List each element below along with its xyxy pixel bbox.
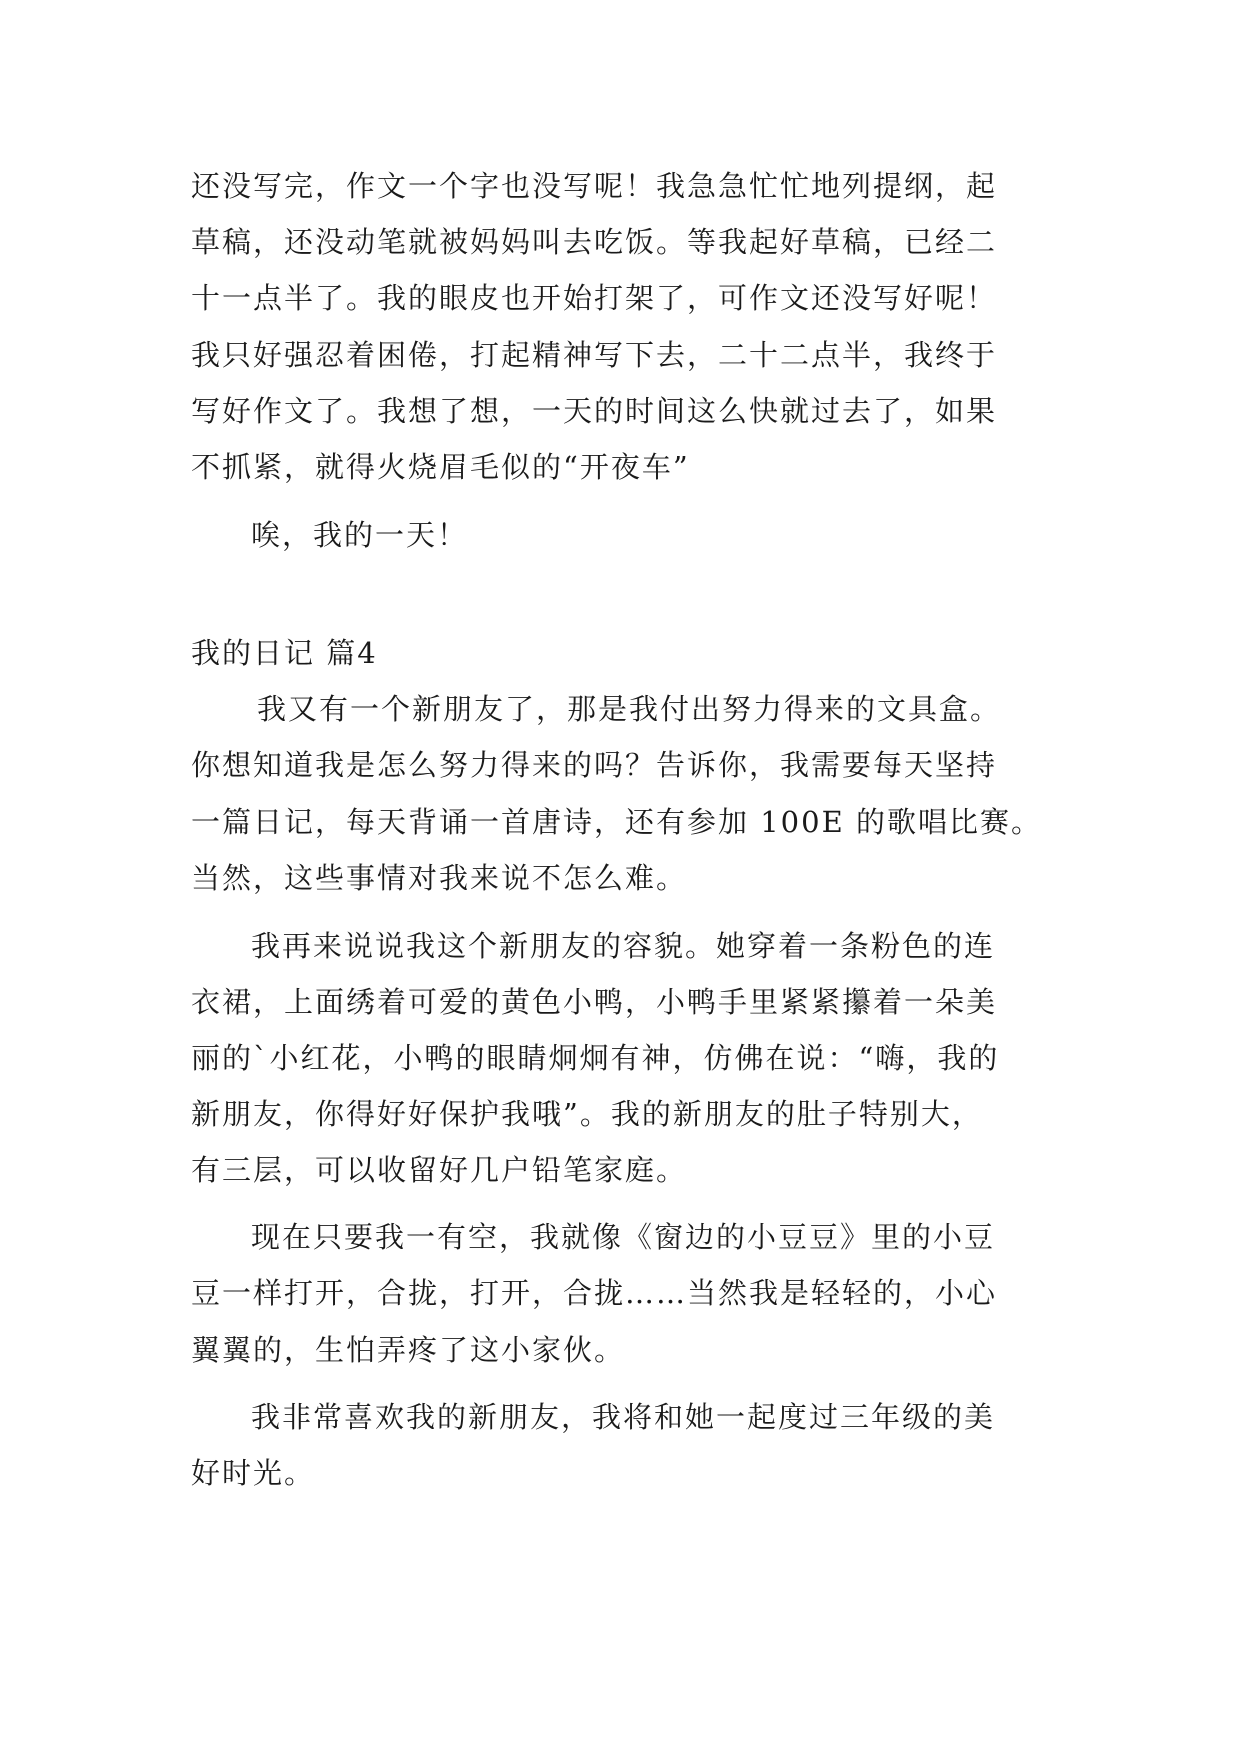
text-line: 当然，这些事情对我来说不怎么难。 <box>191 861 688 895</box>
text-line: 十一点半了。我的眼皮也开始打架了，可作文还没写好呢！ <box>191 281 998 315</box>
text-line: 豆一样打开，合拢，打开，合拢……当然我是轻轻的，小心 <box>191 1276 998 1310</box>
text-line: 好时光。 <box>191 1456 316 1490</box>
text-line: 草稿，还没动笔就被妈妈叫去吃饭。等我起好草稿，已经二 <box>191 225 998 259</box>
text-line: 写好作文了。我想了想，一天的时间这么快就过去了，如果 <box>191 394 998 428</box>
text-line: 我又有一个新朋友了，那是我付出努力得来的文具盒。 <box>257 692 1002 726</box>
text-line: 丽的`小红花，小鸭的眼睛炯炯有神，仿佛在说：“嗨，我的 <box>191 1041 1000 1075</box>
text-line: 我再来说说我这个新朋友的容貌。她穿着一条粉色的连 <box>251 929 996 963</box>
text-line: 现在只要我一有空，我就像《窗边的小豆豆》里的小豆 <box>251 1220 996 1254</box>
text-line: 我非常喜欢我的新朋友，我将和她一起度过三年级的美 <box>251 1400 996 1434</box>
text-line: 有三层，可以收留好几户铅笔家庭。 <box>191 1153 688 1187</box>
text-line: 衣裙，上面绣着可爱的黄色小鸭，小鸭手里紧紧攥着一朵美 <box>191 985 998 1019</box>
section-heading: 我的日记 篇4 <box>191 636 378 670</box>
text-line: 还没写完，作文一个字也没写呢！我急急忙忙地列提纲，起 <box>191 169 998 203</box>
text-line: 翼翼的，生怕弄疼了这小家伙。 <box>191 1333 626 1367</box>
text-line: 一篇日记，每天背诵一首唐诗，还有参加 100E 的歌唱比赛。 <box>191 805 1042 839</box>
text-line: 你想知道我是怎么努力得来的吗？告诉你，我需要每天坚持 <box>191 748 998 782</box>
text-line: 不抓紧，就得火烧眉毛似的“开夜车” <box>191 450 690 484</box>
text-line: 我只好强忍着困倦，打起精神写下去，二十二点半，我终于 <box>191 338 998 372</box>
text-line: 唉，我的一天！ <box>251 518 469 552</box>
text-line: 新朋友，你得好好保护我哦”。我的新朋友的肚子特别大， <box>191 1097 983 1131</box>
